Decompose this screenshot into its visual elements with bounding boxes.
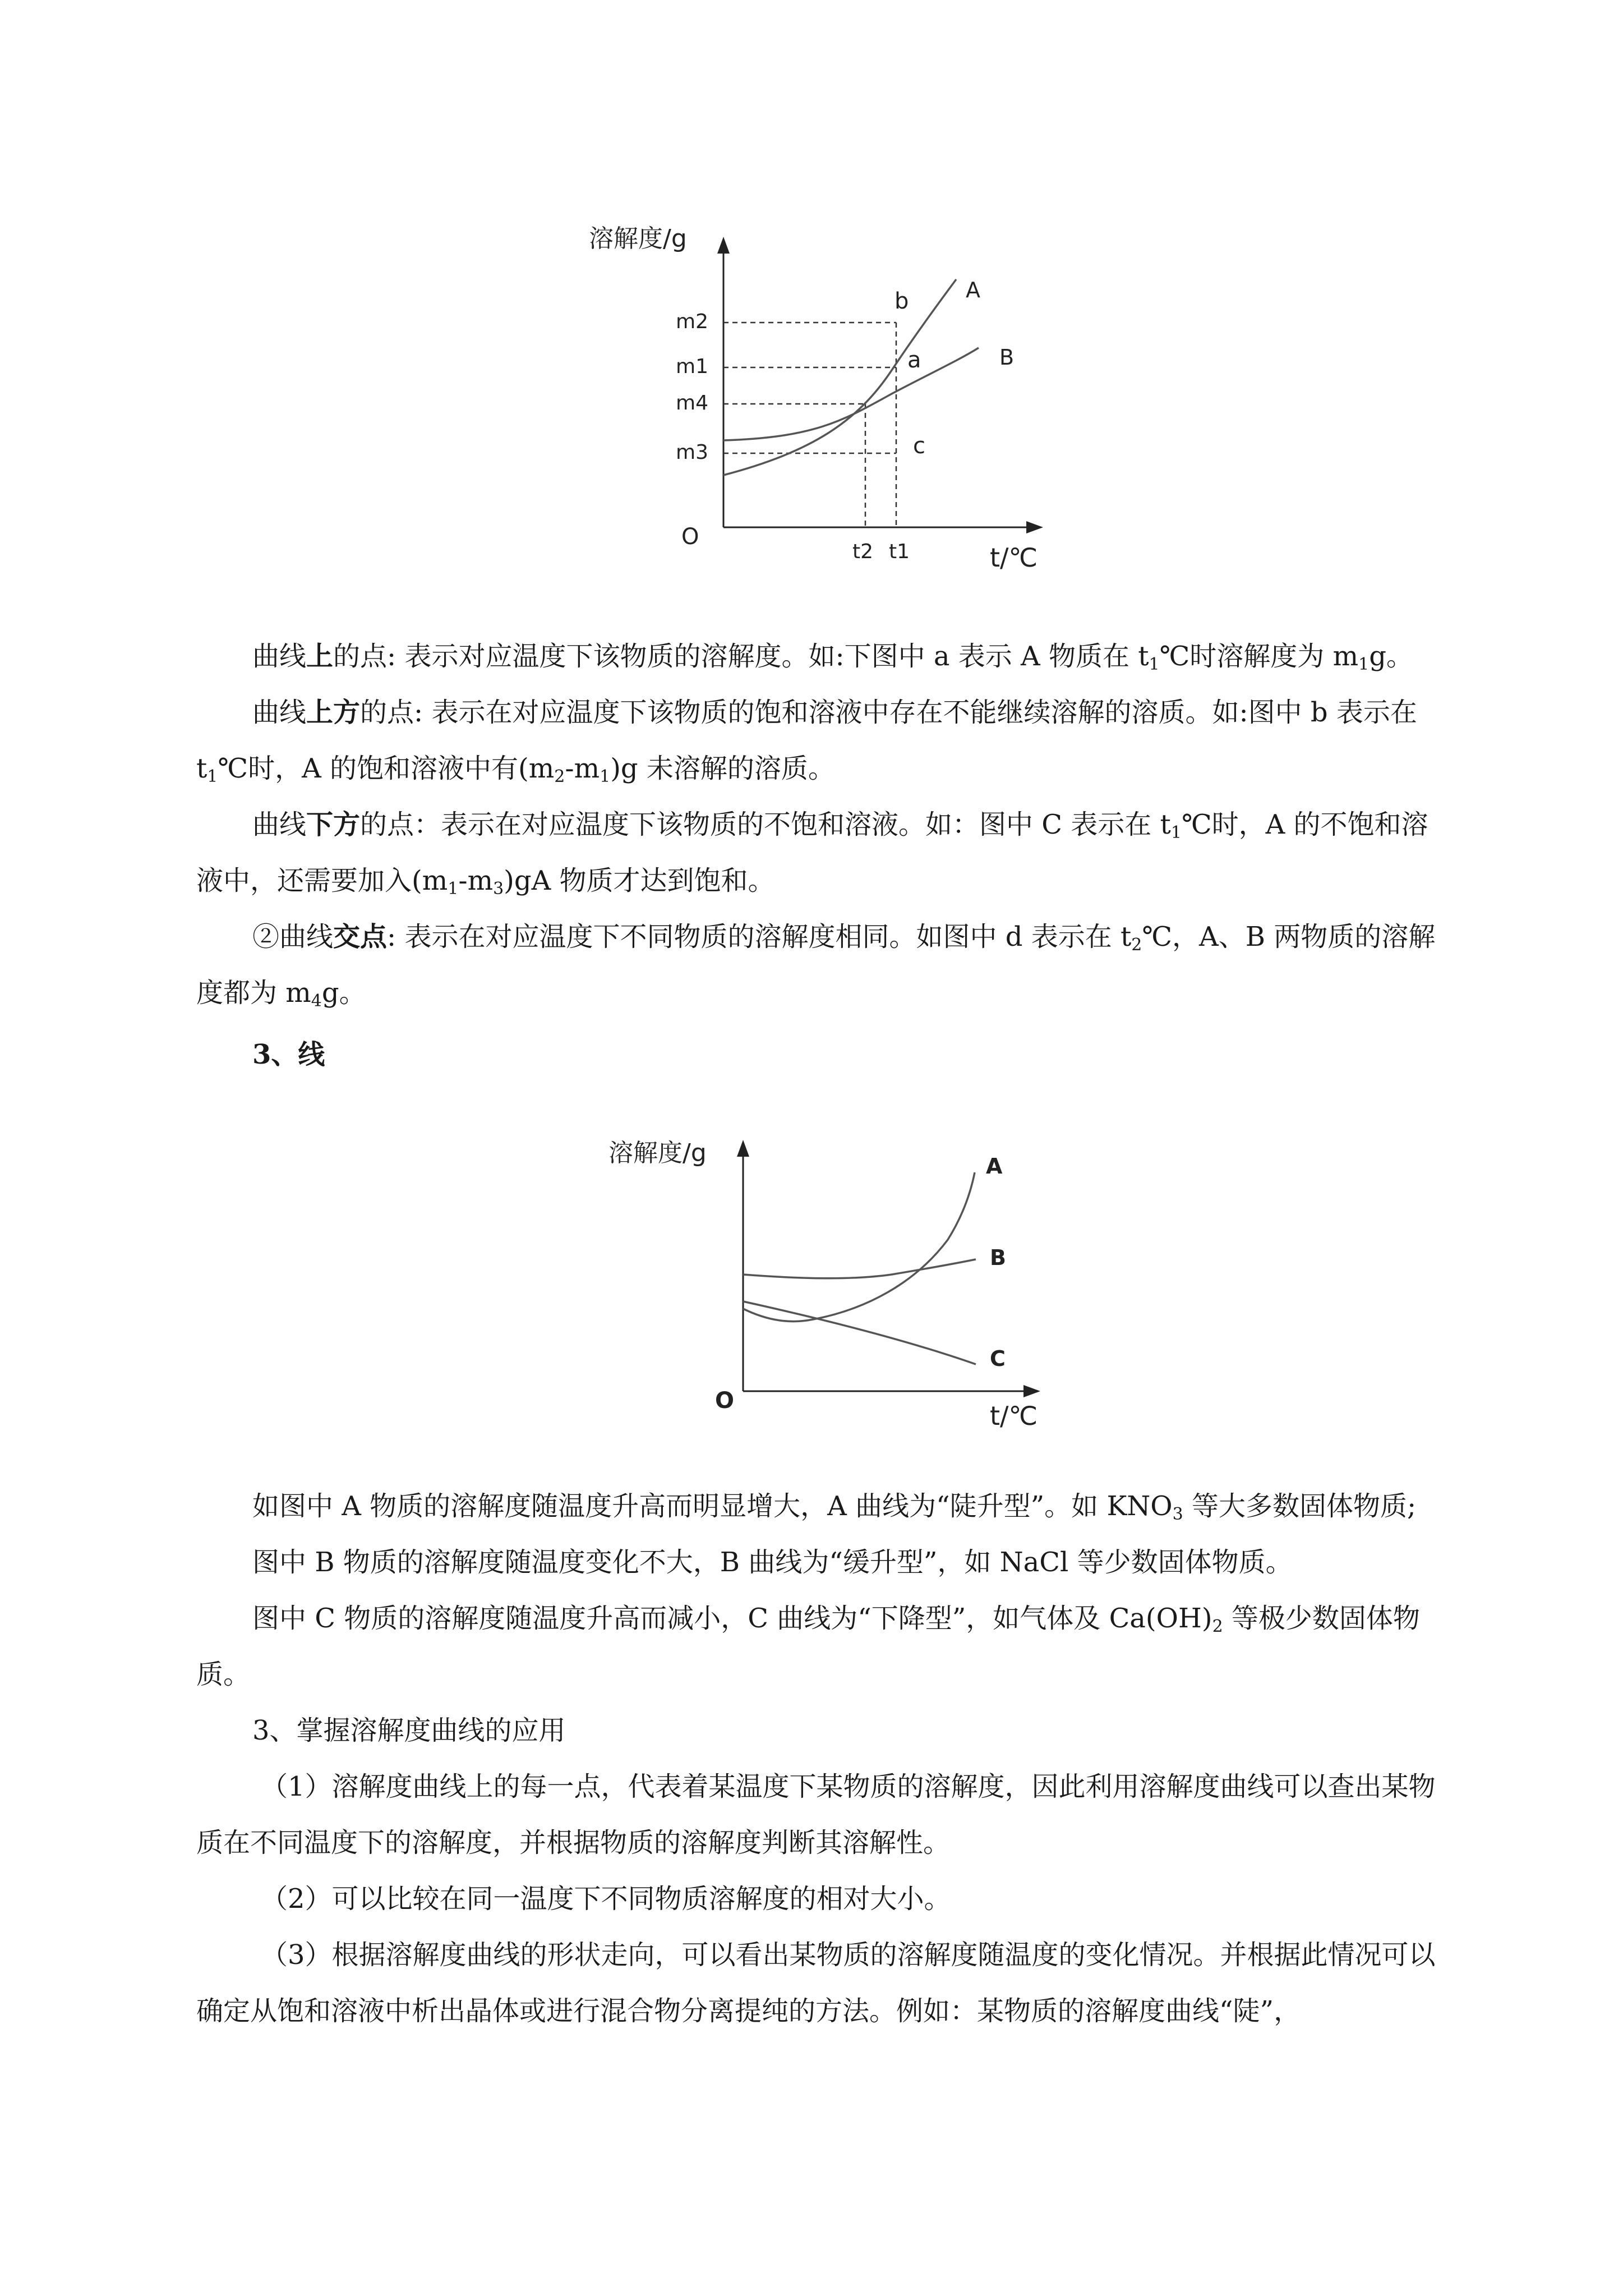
point-b-label: b (895, 288, 909, 314)
paragraph-application-3: （3）根据溶解度曲线的形状走向，可以看出某物质的溶解度随温度的变化情况。并根据此情况可以确定从饱和溶液中析出晶体或进行混合物分离提纯的方法。例如：某物质的溶解度曲线“陡”， (196, 1939, 1436, 2027)
paragraph-curve-A: 如图中 A 物质的溶解度随温度升高而明显增大，A 曲线为“陡升型”。如 $KNO_3$ 等大多数固体物质; (252, 1490, 1417, 1524)
x-axis-label: t/℃ (990, 1401, 1038, 1430)
paragraph-on-curve: 曲线上的点: 表示对应温度下该物质的溶解度。如:下图中 a 表示 A 物质在 $t_1℃$时溶解度为 $m_1g$。 (252, 641, 1413, 674)
y-tick-m1: m1 (676, 355, 708, 378)
point-a-label: a (907, 347, 921, 373)
y-axis-label: 溶解度/g (589, 224, 687, 253)
curve-B (723, 348, 979, 440)
curve-B-label: B (999, 345, 1015, 370)
paragraph-application-2: （2）可以比较在同一温度下不同物质溶解度的相对大小。 (261, 1883, 951, 1915)
curve-A (743, 1172, 975, 1322)
origin-label: O (715, 1388, 735, 1414)
point-c-label: c (913, 433, 925, 459)
paragraph-above-curve: 曲线上方的点: 表示在对应温度下该物质的饱和溶液中存在不能继续溶解的溶质。如:图中 b 表示在 $t_1℃$时，A 的饱和溶液中有$(m_2-m_1)g$ 未溶解的溶质。 (196, 697, 1417, 786)
y-axis-label: 溶解度/g (608, 1139, 707, 1167)
curve-C (743, 1301, 976, 1364)
paragraph-curve-C: 图中 C 物质的溶解度随温度升高而减小，C 曲线为“下降型”，如气体及 $Ca(OH)_2$ 等极少数固体物质。 (196, 1603, 1420, 1690)
curve-A-label: A (966, 278, 980, 302)
origin-label: O (681, 524, 699, 550)
y-tick-m4: m4 (676, 392, 708, 415)
curve-B-label: B (990, 1245, 1006, 1270)
y-tick-m3: m3 (676, 441, 708, 464)
paragraph-below-curve: 曲线下方的点：表示在对应温度下该物质的不饱和溶液。如：图中 C 表示在 $t_1℃$时，A 的不饱和溶液中，还需要加入$(m_1-m_3)gA$ 物质才达到饱和。 (196, 809, 1428, 899)
paragraph-application-1: （1）溶解度曲线上的每一点，代表着某温度下某物质的溶解度，因此利用溶解度曲线可以查出某物质在不同温度下的溶解度，并根据物质的溶解度判断其溶解性。 (196, 1771, 1436, 1858)
x-tick-t1: t1 (889, 540, 910, 563)
curve-B (743, 1259, 976, 1278)
curve-A-label: A (986, 1154, 1003, 1179)
solubility-points-figure (578, 213, 1082, 595)
x-axis-label: t/℃ (990, 542, 1038, 573)
x-tick-t2: t2 (852, 540, 874, 563)
curve-C-label: C (990, 1346, 1006, 1371)
y-tick-m2: m2 (676, 310, 708, 333)
paragraph-curve-B: 图中 B 物质的溶解度随温度变化不大，B 曲线为“缓升型”，如 NaCl 等少数固体物质。 (252, 1547, 1293, 1578)
section-heading-line: 3、线 (252, 1039, 325, 1070)
solubility-curve-types-figure (600, 1116, 1060, 1430)
section-heading-applications: 3、掌握溶解度曲线的应用 (252, 1715, 566, 1746)
paragraph-intersection: ②曲线交点: 表示在对应温度下不同物质的溶解度相同。如图中 d 表示在 $t_2℃$，A、B 两物质的溶解度都为 $m_4g$。 (196, 921, 1436, 1011)
